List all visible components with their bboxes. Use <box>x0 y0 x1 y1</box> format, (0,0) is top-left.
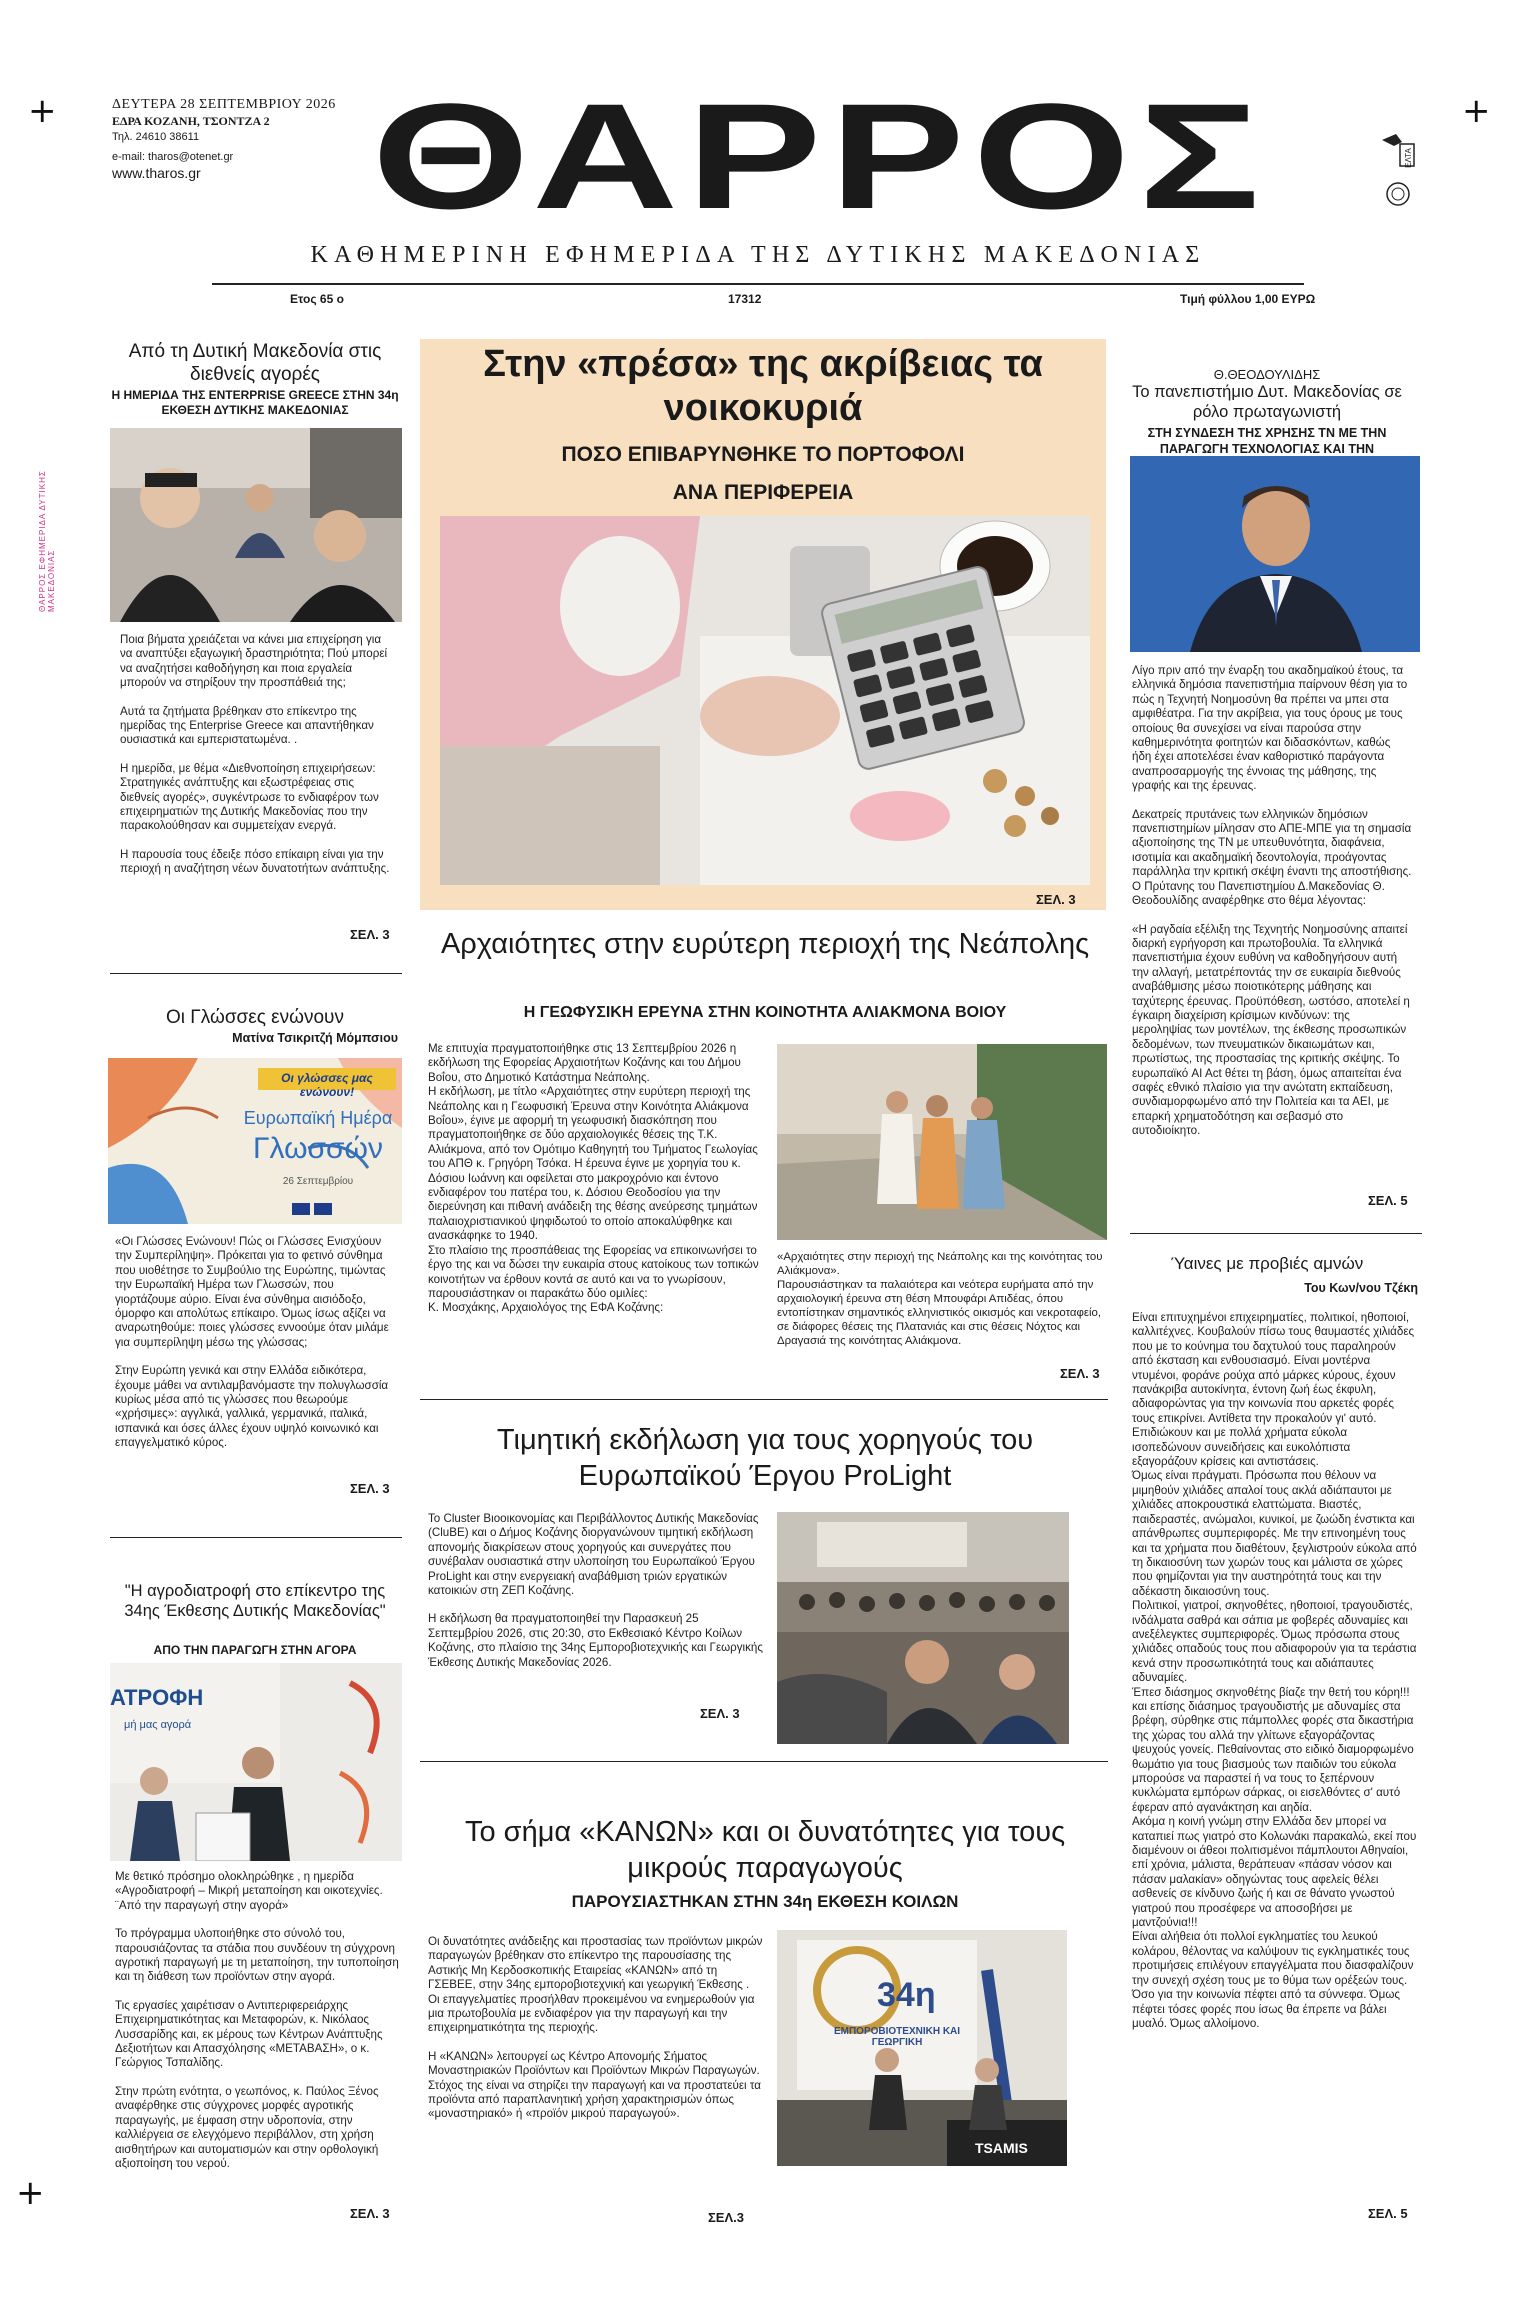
article-body-hyenas: Είναι επιτυχημένοι επιχειρηματίες, πολιτικοί, ηθοποιοί, καλλιτέχνες. Κουβαλούν πίσω τους θαυμαστές χιλιάδες που με το κούνημα του δαχτυλού τους παραληρούν από έκσταση και ενθουσιασμό. Είναι μοντέρνα ντυμένοι, φοράνε ρούχα από μάρκες κύρους, έχουν πανάκριβα αυτοκίνητα, έντονη ζωή έως έκφυλη, αδιαφορώντας για την κοινωνία που αρκετές φορές τους επικρίνει. Αντίθετα την προκαλούν γι' αυτό. Επιδιώκουν και με πολλά χρήματα εύκολα ισοπεδώνουν συνειδήσεις και ευκολόπιστα εξαγοράζουν κρίσεις και αντιστάσεις. Όμως είναι πράγματι. Πρόσωπα που θέλουν να μιμηθούν χιλιάδες απαλοί τους ακλά αδιάπαυτοι με χιλιάδες αποκρουστικά ελαττώματα. Βιαστές, παιδεραστές, ανώμαλοι, κυνικοί, με ζωώδη ένστικτα και απάνθρωπες συμπεριφορές. Με την επινοημένη τους και τα χρήματα που διαθέτουν, ξεγλιστρούν εύκολα από τη δικαιοσύνη των χωρών τους και μάλιστα σε χώρες που φημίζονται για την αυστηρότητά τους και την αδέκαστη δικαιοσύνη τους. Πολιτικοί, γιατροί, σκηνοθέτες, ηθοποιοί, τραγουδιστές, ινδάλματα σαθρά και σάπια με φοβερές αδυναμίες και ανεξέλεγκτες συμπεριφορές. Όμως πρόσωπα στους χιλιάδες οπαδούς τους που αδιαφορούν για τα τεράστια κενά στην προσωπικότητά τους και αδιάπαυτες αδυναμίες. Έπεσ διάσημος σκηνοθέτης βίαζε την θετή του κόρη!!! και επίσης διάσημος τραγουδιστής με αδυναμίες στα βρέφη, σύρθηκε στις πάμπολλες φορές στα δικαστήρια της χώρας του αλλά την γλίτωνε εξαγοράζοντας ψευχούς γονείς. Πεθαίνοντας στο ειδικό διαμορφωμένο θωμάτιο για τους βιασμούς των παιδιών του εύκολα μπορούσε να παραστεί ή να τους το ξεπέρνουν κυκλώματα εμπόρων σάρκας, οι εισελθόντες σ' αυτό έφεραν από αγανάκτηση και αηδία. Ακόμα η κοινή γνώμη στην Ελλάδα δεν μπορεί να καταπιεί πως γιατρό στο Κολωνάκι παρακαλώ, εκεί που διαμένουν οι άθεοι πολιτισμένοι πάμπλουτοι Αθηναίοι, επί χρόνια, μάλιστα, θεράπευαν «πάσαν νόσον και πάσαν μαλακίαν» οδηγώντας τους αφελείς θέλει ασθενείς σε κίνδυνο ζωής ή και σε θάνατο γνωστού γιατρού που προσέφερε να αποσοβήσει με μαντζούνια!!! Είναι αλήθεια ότι πολλοί εγκληματίες του λευκού κολάρου, θέλοντας να καλύψουν τις εγκληματικές τους προτιμήσεις επιλέγουν επαγγέλματα που διασφαλίζουν την συνεχή σχέση τους με το θύμα των ορέξεών τους. Όσο για την κοινωνία πέφτει από τα σύννεφα. Όμως πέφτει τόσες φορές που ίσως θα έπρεπε να βάλει μυαλό. Όμως αλλοίμονο. <box>1132 1311 1417 2030</box>
photo-languages-poster <box>108 1058 402 1224</box>
kanon-img-text: ΕΜΠΟΡΟΒΙΟΤΕΧΝΙΚΗ ΚΑΙ ΓΕΩΡΓΙΚΗ <box>833 2026 961 2048</box>
issue-date: ΔΕΥΤΕΡΑ 28 ΣΕΠΤΕΜΒΡΙΟΥ 2026 <box>112 97 336 112</box>
poster-line1: Ευρωπαϊκή Ημέρα <box>243 1108 393 1128</box>
article-title-archaeology[interactable]: Αρχαιότητες στην ευρύτερη περιοχή της Νεάπολης <box>440 928 1090 960</box>
newspaper-title: ΘΑΡΡΟΣ <box>371 72 1269 240</box>
main-rule-2 <box>420 1761 1108 1762</box>
photo-archaeology <box>777 1044 1107 1240</box>
vertical-side-text: ΘΑΡΡΟΣ ΕΦΗΜΕΡΙΔΑ ΔΥΤΙΚΗΣ ΜΑΚΕΔΟΝΙΑΣ <box>38 470 56 612</box>
poster-line2: Γλωσσών <box>253 1132 383 1165</box>
article-title-languages[interactable]: Οι Γλώσσες ενώνουν <box>166 1007 344 1028</box>
main-rule-1 <box>420 1399 1108 1400</box>
kanon-img-number: 34η <box>877 1976 936 2014</box>
article-body-prolight: Το Cluster Βιοοικονομίας και Περιβάλλοντος Δυτικής Μακεδονίας (CluBE) και ο Δήμος Κοζάνης διοργανώνουν τιμητική εκδήλωση απονομής διακρίσεων στους χορηγούς και συνεργάτες που συνέβαλαν ουσιαστικά στην υλοποίηση του Ευρωπαϊκού Έργου ProLight και στην ενεργειακή αναβάθμιση τριών εργατικών κατοικιών στη ΖΕΠ Κοζάνης. Η εκδήλωση θα πραγματοποιηθεί την Παρασκευή 25 Σεπτεμβρίου 2026, στις 20:30, στο Εκθεσιακό Κέντρο Κοίλων Κοζάνης, στο πλαίσιο της 34ης Εμποροβιοτεχνικής και Γεωργικής Έκθεσης Δυτικής Μακεδονίας 2026. <box>428 1512 763 1669</box>
article-sub-export: Η ΗΜΕΡΙΔΑ ΤΗΣ ENTERPRISE GREECE ΣΤΗΝ 34η ΕΚΘΕΣΗ ΔΥΤΙΚΗΣ ΜΑΚΕΔΟΝΙΑΣ <box>111 388 399 417</box>
photo-kanon-presentation <box>777 1930 1067 2166</box>
kanon-img-tsamis: TSAMIS <box>975 2140 1028 2156</box>
banner-agrofood-2: μή μας αγορά <box>124 1719 192 1731</box>
email[interactable]: e-mail: tharos@otenet.gr <box>112 151 234 163</box>
page-ref-languages[interactable]: ΣΕΛ. 3 <box>350 1481 390 1496</box>
page-ref-university[interactable]: ΣΕΛ. 5 <box>1368 1193 1408 1208</box>
page-ref-archaeology[interactable]: ΣΕΛ. 3 <box>1060 1366 1100 1381</box>
article-title-hyenas[interactable]: Ύαινες με προβιές αμνών <box>1170 1254 1364 1273</box>
article-title-kanon[interactable]: Το σήμα «ΚΑΝΩΝ» και οι δυνατότητες για τους μικρούς παραγωγούς <box>464 1816 1066 1884</box>
crop-mark-top-left: + <box>28 91 57 131</box>
article-body-languages: «Οι Γλώσσες Ενώνουν! Πώς οι Γλώσσες Ενισχύουν την Συμπερίληψη». Πρόκειται για το φετινό σύνθημα που υιοθέτησε το Συμβούλιο της Ευρώπης, τιμώντας την Ευρωπαϊκή Ημέρα των Γλωσσών, που γιορτάζουμε αύριο. Είναι ένα σύνθημα αισιόδοξο, όμορφο και απολύτως επίκαιρο. Όμως ίσως αξίζει να αναρωτηθούμε: ποιες γλώσσες εννοούμε όταν μιλάμε για συμπερίληψη μέσω της γλώσσας; Στην Ευρώπη γενικά και στην Ελλάδα ειδικότερα, έχουμε μάθει να αντιλαμβανόμαστε την πολυγλωσσία κυρίως μέσα από τις γλώσσες που θεωρούμε «χρήσιμες»: αγγλικά, γαλλικά, γερμανικά, ιταλικά, ισπανικά και όσες άλλες έχουν υψηλό κοινωνικό και επαγγελματικό κύρος. <box>115 1235 389 1450</box>
article-author-hyenas: Του Κων/νου Τζέκη <box>1304 1281 1418 1295</box>
crop-mark-bottom-left: + <box>16 2173 45 2213</box>
page-ref-export[interactable]: ΣΕΛ. 3 <box>350 927 390 942</box>
photo-agrofood <box>110 1663 402 1861</box>
article-title-agrofood[interactable]: "Η αγροδιατροφή στο επίκεντρο της 34ης Έκθεσης Δυτικής Μακεδονίας" <box>124 1582 386 1620</box>
page-ref-lead[interactable]: ΣΕΛ. 3 <box>1036 892 1076 907</box>
article-body-archaeology: Με επιτυχία πραγματοποιήθηκε στις 13 Σεπτεμβρίου 2026 η εκδήλωση της Εφορείας Αρχαιοτήτων Κοζάνης και του Δήμου Βοΐου, στο Δημοτικό Κατάστημα Νεάπολης. Η εκδήλωση, με τίτλο «Αρχαιότητες στην ευρύτερη περιοχή της Νεάπολης και η Γεωφυσική Έρευνα στην Κοινότητα Αλιάκμονα Βοΐου», έγινε με αφορμή τη γεωφυσική διασκόπηση που πραγματοποιήθηκε σε δύο αρχαιολογικές θέσεις της Τ.Κ. Αλιάκμονα, από τον Ομότιμο Καθηγητή του Τμήματος Γεωλογίας του ΑΠΘ κ. Γρηγόρη Τσόκα. Η έρευνα έγινε με χορηγία του κ. Δόσιου Ιωάννη και οφείλεται στο μακροχρόνιο και έντονο ενδιαφέρον του πατέρα του, κ. Δόσιου Θεοδοσίου για την διερεύνηση και πιθανή ανάδειξη της θέσης ανεύρεσης τμημάτων παλαιοχριστιανικού ψηφιδωτού το οποίο αποκαλύφθηκε και ανασκάφηκε το 1940. Στο πλαίσιο της προσπάθειας της Εφορείας να επικοινωνήσει το έργο της και να δώσει την ευκαιρία στους κατοίκους των τοπικών κοινοτήτων να έρθουν κοντά σε αυτό και να το γνωρίσουν, παρουσιάστηκαν οι παρακάτω δύο ομιλίες: Κ. Μοσχάκης, Αρχαιολόγος της ΕΦΑ Κοζάνης: <box>428 1042 759 1315</box>
masthead-rule <box>212 283 1304 285</box>
svg-text:ΕΛΤΑ: ΕΛΤΑ <box>1404 148 1413 168</box>
article-sub-university: ΣΤΗ ΣΥΝΔΕΣΗ ΤΗΣ ΧΡΗΣΗΣ ΤΝ ΜΕ ΤΗΝ ΠΑΡΑΓΩΓΗ ΤΕΧΝΟΛΟΓΙΑΣ ΚΑΙ ΤΗΝ <box>1147 426 1387 456</box>
year-label: Ετος 65 ο <box>290 292 344 306</box>
issue-number: 17312 <box>728 292 762 306</box>
left-rule-2 <box>110 1537 402 1538</box>
banner-agrofood: ΑΤΡΟΦΗ <box>110 1685 204 1710</box>
article-title-prolight[interactable]: Τιμητική εκδήλωση για τους χορηγούς του Ευρωπαϊκού Έργου ProLight <box>496 1424 1034 1492</box>
page-ref-agrofood[interactable]: ΣΕΛ. 3 <box>350 2206 390 2221</box>
page-ref-hyenas[interactable]: ΣΕΛ. 5 <box>1368 2206 1408 2221</box>
poster-date: 26 Σεπτεμβρίου <box>282 1176 354 1187</box>
article-title-export[interactable]: Από τη Δυτική Μακεδονία στις διεθνείς αγορές <box>128 341 382 385</box>
right-rule-1 <box>1130 1233 1422 1234</box>
address: ΕΔΡΑ ΚΟΖΑΝΗ, ΤΣΟΝΤΖΑ 2 <box>112 114 270 128</box>
article-author-languages: Ματίνα Τσικριτζή Μόμπσιου <box>232 1031 398 1045</box>
photo-lead-calculator <box>440 516 1090 885</box>
poster-heading: Οι γλώσσες μας ενώνουν! <box>281 1071 373 1099</box>
photo-prolight-event <box>777 1512 1069 1744</box>
left-rule-1 <box>110 973 402 974</box>
elta-logo <box>1376 130 1416 210</box>
article-body-kanon: Οι δυνατότητες ανάδειξης και προστασίας των προϊόντων μικρών παραγωγών βρέθηκαν στο επίκεντρο της παρουσίασης της Αστικής Μη Κερδοσκοπικής Εταιρείας «ΚΑΝΩΝ» από τη ΓΣΕΒΕΕ, στην 34ης εμποροβιοτεχνική και γεωργική Έκθεσης . Οι επαγγελματίες προσήλθαν προκειμένου να ενημερωθούν για μια πρωτοβουλία με ενδιαφέρον για την παραγωγή και την επιχειρηματικότητα της περιοχής. Η «ΚΑΝΩΝ» λειτουργεί ως Κέντρο Απονομής Σήματος Μοναστηριακών Προϊόντων και Προϊόντων Μικρών Παραγωγών. Στόχος της είναι να στηρίζει την παραγωγή και να προστατεύει τα προϊόντα από παραπλανητική χρήση χαρακτηρισμών όπως «μοναστηριακό» ή «προϊόν μικρού παραγωγού». <box>428 1935 763 2121</box>
photo-export-seminar <box>110 428 402 622</box>
website-link[interactable]: www.tharos.gr <box>112 165 201 181</box>
page-ref-prolight[interactable]: ΣΕΛ. 3 <box>700 1706 740 1721</box>
article-sub-agrofood: ΑΠΟ ΤΗΝ ΠΑΡΑΓΩΓΗ ΣΤΗΝ ΑΓΟΡΑ <box>153 1643 357 1657</box>
newspaper-subtitle: ΚΑΘΗΜΕΡΙΝΗ ΕΦΗΜΕΡΙΔΑ ΤΗΣ ΔΥΤΙΚΗΣ ΜΑΚΕΔΟΝΙΑΣ <box>310 242 1206 268</box>
lead-title[interactable]: Στην «πρέσα» της ακρίβειας τα νοικοκυριά <box>483 343 1043 429</box>
masthead-info <box>112 97 352 181</box>
article-body-export: Ποια βήματα χρειάζεται να κάνει μια επιχείρηση για να αναπτύξει εξαγωγική δραστηριότητα; Πού μπορεί να αναζητήσει καθοδήγηση και ποια εργαλεία μπορούν να στηρίξουν την προσπάθειά της; Αυτά τα ζητήματα βρέθηκαν στο επίκεντρο της ημερίδας της Enterprise Greece και απαντήθηκαν ουσιαστικά και εμπεριστατωμένα. . Η ημερίδα, με θέμα «Διεθνοποίηση επιχειρήσεων: Στρατηγικές ανάπτυξης και εξωστρέφειας στις διεθνείς αγορές», συγκέντρωσε το ενδιαφέρον των επιχειρηματιών της Δυτικής Μακεδονίας που την παρακολούθησαν και συμμετείχαν ενεργά. Η παρουσία τους έδειξε πόσο επίκαιρη είναι για την περιοχή η αναζήτηση νέων δυνατοτήτων ανάπτυξης. <box>120 633 390 876</box>
article-body-agrofood: Με θετικό πρόσημο ολοκληρώθηκε , η ημερίδα «Αγροδιατροφή – Μικρή μεταποίηση και οικοτεχνίες. ¨Από την παραγωγή στην αγορά» Το πρόγραμμα υλοποιήθηκε στο σύνολό του, παρουσιάζοντας τα στάδια που συνδέουν τη σύγχρονη αγροτική παραγωγή με τη μεταποίηση, την τυποποίηση και τη διάθεση των προϊόντων στην αγορά. Τις εργασίες χαιρέτισαν ο Αντιπεριφερειάρχης Επιχειρηματικότητας και Μεταφορών, κ. Νικόλαος Λυσσαρίδης και, εκ μέρους των Κέντρων Ανάπτυξης Δεξιοτήτων και Απασχόλησης «ΜΕΤΑΒΑΣΗ», ο κ. Γεώργιος Τσπαλίδης. Στην πρώτη ενότητα, ο γεωπόνος, κ. Παύλος Ξένος αναφέρθηκε στις σύγχρονες μορφές αγροτικής παραγωγής, με έμφαση στην υδροπονία, στην καλλιέργεια σε ελεγχόμενο περιβάλλον, στη χρήση αισθητήρων και αυτοματισμών και στην ορθολογική αξιοποίηση του νερού. <box>115 1870 399 2170</box>
article-body-university: Λίγο πριν από την έναρξη του ακαδημαϊκού έτους, τα ελληνικά δημόσια πανεπιστήμια παίρνουν θέση για το πώς η Τεχνητή Νοημοσύνη θα πρέπει να μπει στα αμφιθέατρα. Για την ακρίβεια, για τους όρους με τους οποίους θα συνεχίσει να είναι παρούσα στην καθημερινότητα φοιτητών και διδασκόντων, καθώς ήδη έχει αποτελέσει έναν καθοριστικό παράγοντα αναπροσαρμογής της έννοιας της μάθησης, της γραφής και της έρευνας. Δεκατρείς πρυτάνεις των ελληνικών δημόσιων πανεπιστημίων μίλησαν στο ΑΠΕ-ΜΠΕ για τη σημασία αξιοποίησης της ΤΝ με υπευθυνότητα, διαφάνεια, ισοτιμία και ακαδημαϊκή δεοντολογία, προάγοντας παράλληλα την κριτική σκέψη έναντι της αποστήθισης. Ο Πρύτανης του Πανεπιστημίου Δ.Μακεδονίας Θ. Θεοδουλίδης αναφέρθηκε στο θέμα λέγοντας: «Η ραγδαία εξέλιξη της Τεχνητής Νοημοσύνης απαιτεί διαρκή εγρήγορση και πρωτοβουλία. Τα ελληνικά πανεπιστήμια έχουν ευθύνη να καθοδηγήσουν αυτή την αλλαγή, μετατρέποντάς την σε ευκαιρία διεθνούς αναβάθμισης μέσω ποιοτικότερης μάθησης και ταχύτερης έρευνας. Προϋπόθεση, ωστόσο, αποτελεί η έγκαιρη διαχείριση κρίσιμων κινδύνων: της μεροληψίας των μοντέλων, της έκθεσης προσωπικών δεδομένων, των πνευματικών δικαιωμάτων και, πρωτίστως, της προστασίας της κριτικής σκέψης. Το ευρωπαϊκό AI Act θέτει τη βάση, όμως απαιτείται ένα σαφές εθνικό πλαίσιο για την ανώτατη εκπαίδευση, συνδιαμορφωμένο από την Πολιτεία και τα ΑΕΙ, με επαρκή χρηματοδότηση και σεβασμό στο αυτοδιοίκητο. <box>1132 664 1412 1138</box>
photo-rector <box>1130 456 1420 652</box>
lead-sub1: ΠΟΣΟ ΕΠΙΒΑΡΥΝΘΗΚΕ ΤΟ ΠΟΡΤΟΦΟΛΙ <box>561 443 965 466</box>
article-author-university: Θ.ΘΕΟΔΟΥΛΙΔΗΣ <box>1213 367 1321 382</box>
article-title-university[interactable]: Το πανεπιστήμιο Δυτ. Μακεδονίας σε ρόλο πρωταγωνιστή <box>1132 383 1402 421</box>
article-sub-archaeology: Η ΓΕΩΦΥΣΙΚΗ ΕΡΕΥΝΑ ΣΤΗΝ ΚΟΙΝΟΤΗΤΑ ΑΛΙΑΚΜΟΝΑ ΒΟΙΟΥ <box>523 1004 1007 1021</box>
crop-mark-top-right: + <box>1462 91 1491 131</box>
price-label: Τιμή φύλλου 1,00 ΕΥΡΩ <box>1180 292 1316 306</box>
caption-archaeology: «Αρχαιότητες στην περιοχή της Νεάπολης και της κοινότητας του Αλιάκμονα». Παρουσιάστηκαν τα παλαιότερα και νεότερα ευρήματα από την αρχαιολογική έρευνα στη θέση Μπουφάρι Απιδέας, όπου εντοπίστηκαν σημαντικός ελληνιστικός οικισμός και νεκροταφείο, σε διάφορες θέσεις της Πλατανιάς και στις θέσεις Νόχτος και Δραγασιά της κοινότητας Αλιάκμονα. <box>777 1251 1103 1347</box>
lead-sub2: ΑΝΑ ΠΕΡΙΦΕΡΕΙΑ <box>672 481 854 504</box>
page-ref-kanon[interactable]: ΣΕΛ.3 <box>708 2210 744 2225</box>
phone: Τηλ. 24610 38611 <box>112 131 200 143</box>
article-sub-kanon: ΠΑΡΟΥΣΙΑΣΤΗΚΑΝ ΣΤΗΝ 34η ΕΚΘΕΣΗ ΚΟΙΛΩΝ <box>571 1892 959 1911</box>
